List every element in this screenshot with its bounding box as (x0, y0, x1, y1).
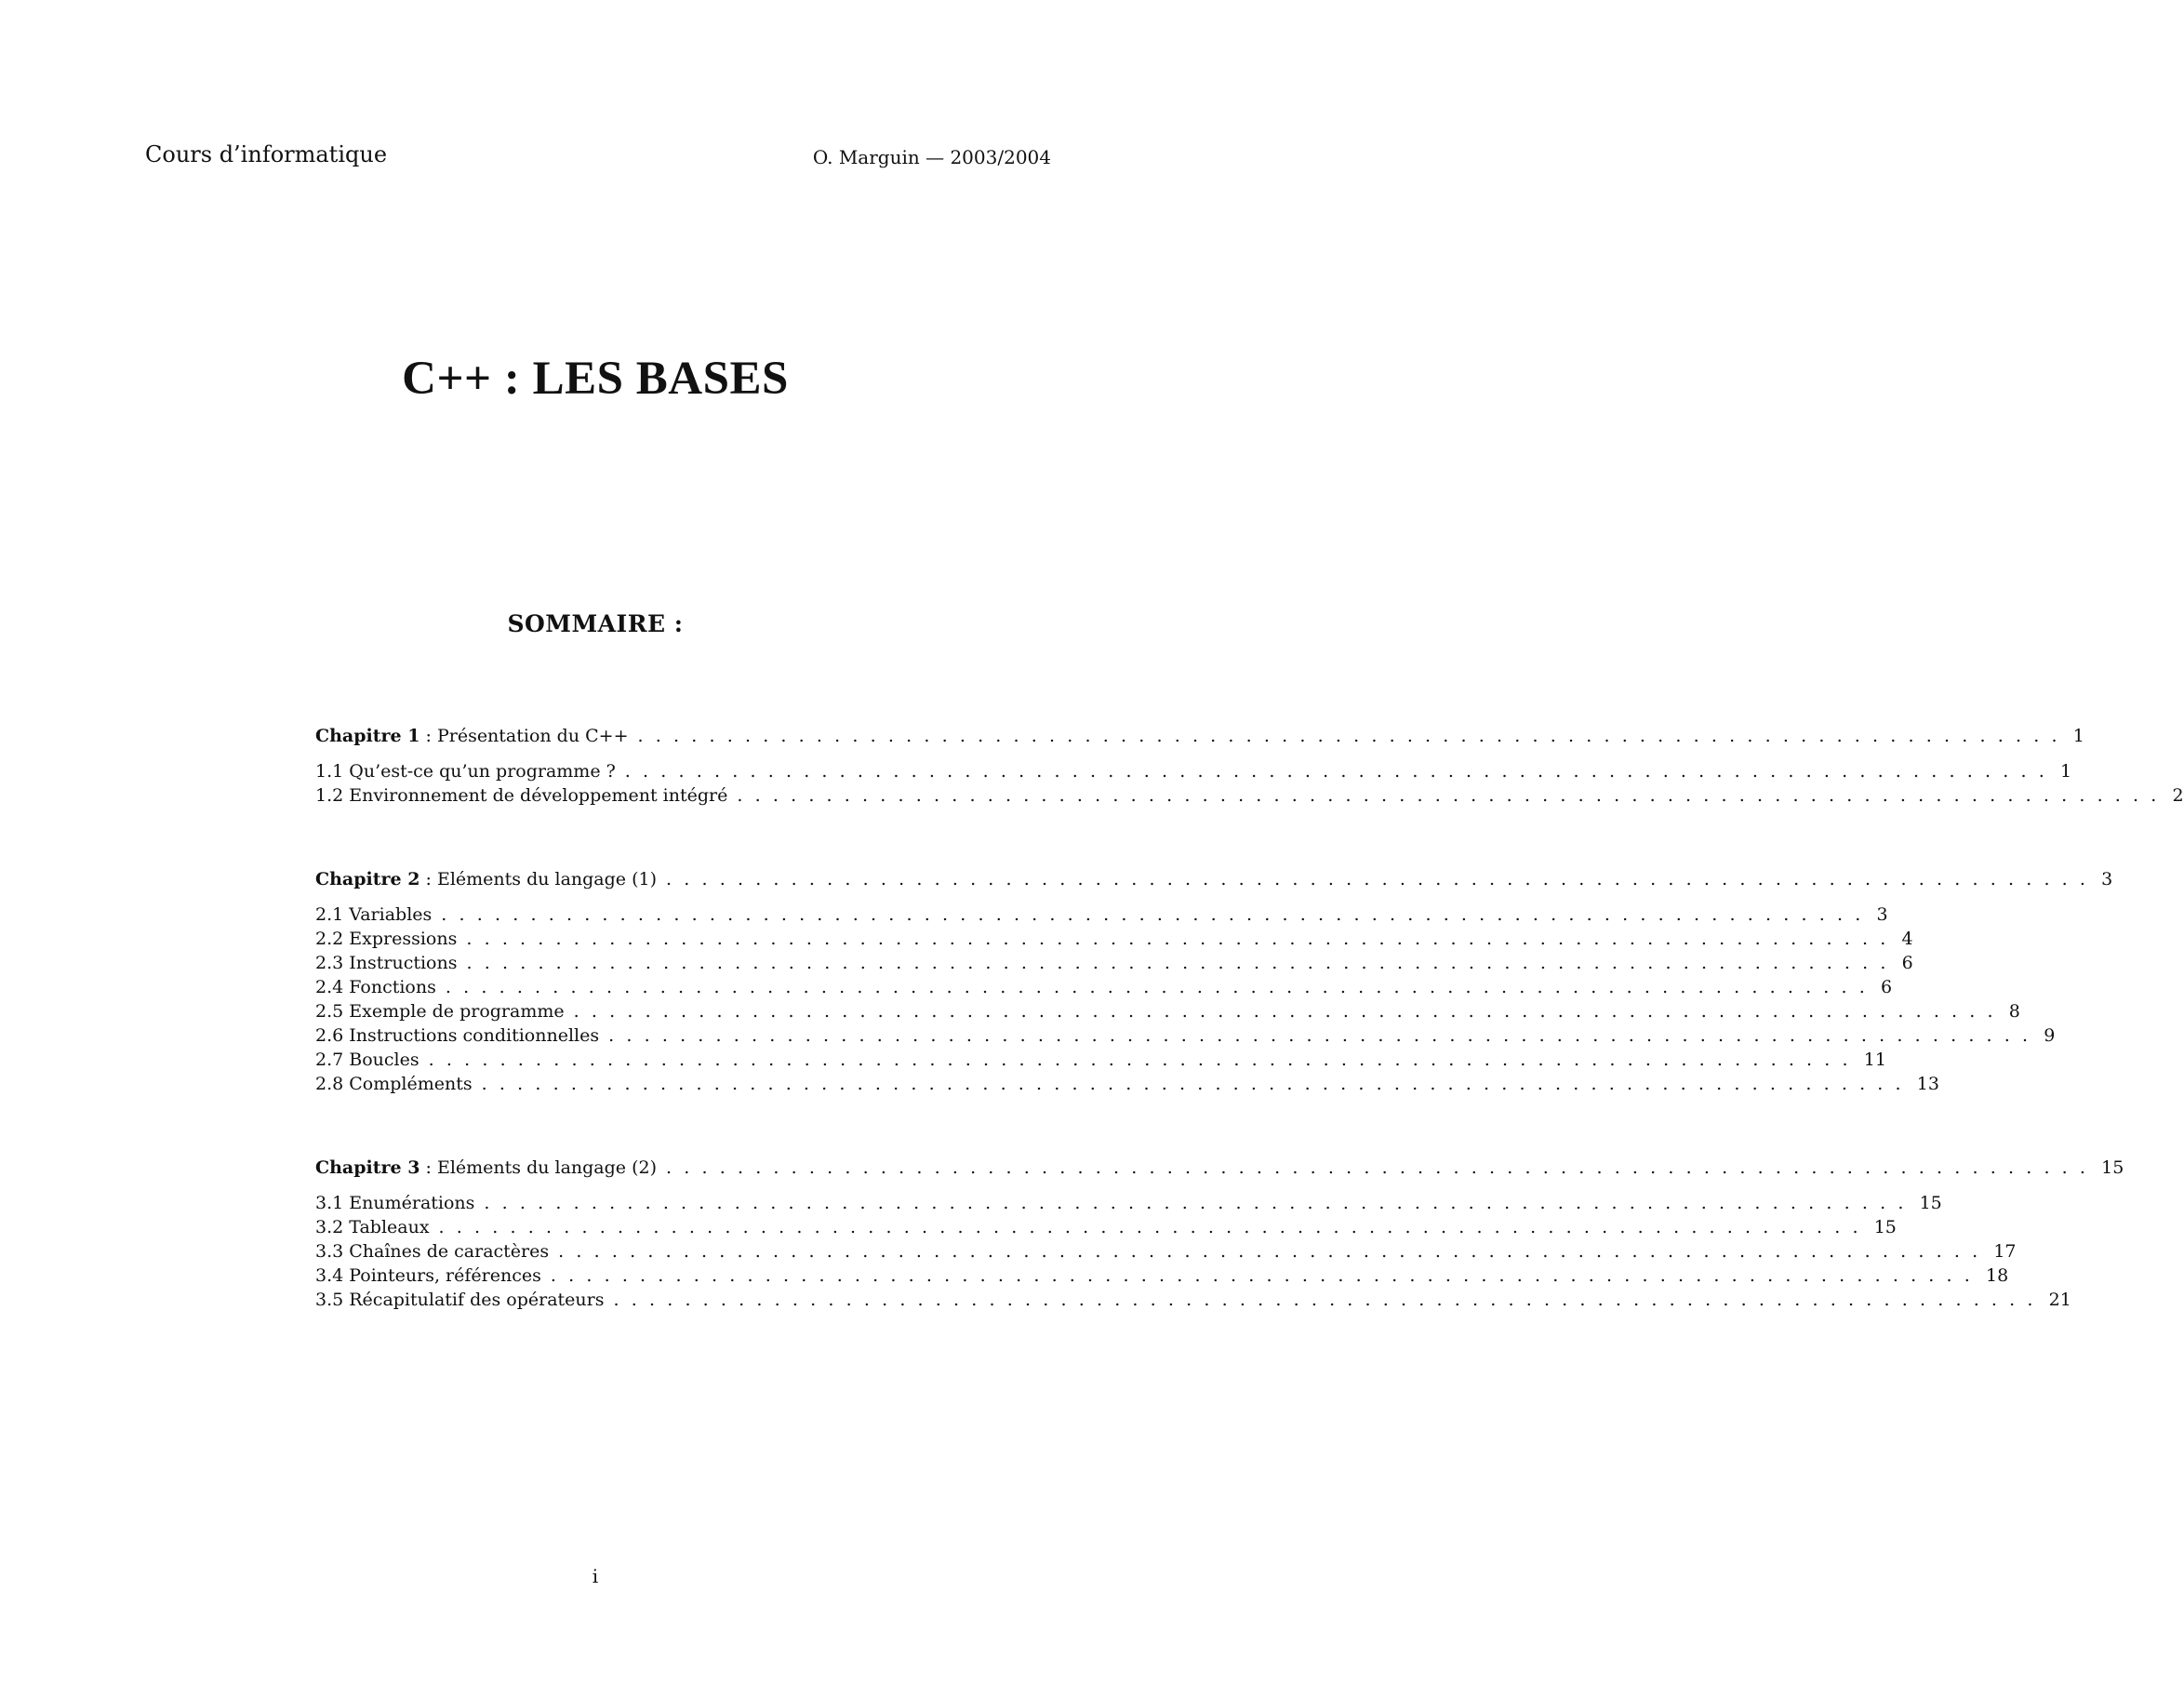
section-title: 2.1 Variables (315, 904, 433, 925)
table-of-contents (315, 724, 2184, 1312)
course-name: Cours d’informatique (145, 141, 388, 167)
toc-section-entry[interactable] (315, 951, 1913, 975)
section-title: 3.4 Pointeurs, références (315, 1265, 541, 1286)
page-number: 15 (2101, 1157, 2124, 1178)
page-number: 6 (1901, 953, 1913, 973)
page-number: 13 (1916, 1074, 1939, 1094)
dot-leader: ................................................................................ (624, 761, 2057, 782)
dot-leader: ................................................................................ (666, 869, 2098, 889)
page-number: 15 (1919, 1193, 1942, 1213)
chapter-title: Présentation du C++ (436, 726, 629, 746)
page-number: 17 (1993, 1241, 2017, 1262)
section-title: 2.2 Expressions (315, 929, 458, 949)
chapter-separator: : (419, 869, 437, 889)
section-title: 2.8 Compléments (315, 1074, 473, 1094)
toc-chapter-3 (315, 1156, 2124, 1312)
toc-chapter-entry[interactable] (315, 867, 2113, 891)
dot-leader: ................................................................................ (550, 1265, 1983, 1286)
toc-chapter-1 (315, 724, 2184, 808)
toc-section-entry[interactable] (315, 999, 2020, 1023)
dot-leader: ................................................................................ (637, 726, 2070, 746)
dot-leader: ................................................................................ (608, 1025, 2041, 1046)
dot-leader: ................................................................................ (445, 977, 1878, 997)
section-title: 2.7 Boucles (315, 1050, 419, 1070)
toc-section-entry[interactable] (315, 1072, 1939, 1096)
author-year: O. Marguin — 2003/2004 (812, 146, 1051, 168)
section-title: 2.6 Instructions conditionnelles (315, 1025, 600, 1046)
page-number: 18 (1986, 1265, 2009, 1286)
section-title: 3.1 Enumérations (315, 1193, 475, 1213)
toc-section-entry[interactable] (315, 1048, 1886, 1072)
dot-leader: ................................................................................ (466, 953, 1898, 973)
toc-chapter-entry[interactable] (315, 1156, 2124, 1180)
dot-leader: ................................................................................ (428, 1050, 1860, 1070)
dot-leader: ................................................................................ (737, 785, 2169, 806)
toc-section-entry[interactable] (315, 927, 1913, 951)
dot-leader: ................................................................................ (466, 929, 1898, 949)
dot-leader: ................................................................................ (484, 1193, 1916, 1213)
page-number: 1 (2072, 726, 2084, 746)
chapter-label: Chapitre 1 (315, 726, 420, 746)
section-title: 3.3 Chaînes de caractères (315, 1241, 550, 1262)
section-title: 3.2 Tableaux (315, 1217, 430, 1237)
chapter-separator: : (419, 726, 437, 746)
section-title: 1.1 Qu’est-ce qu’un programme ? (315, 761, 616, 782)
toc-section-entry[interactable] (315, 1288, 2071, 1312)
page-number: 2 (2172, 785, 2184, 806)
toc-chapter-entry[interactable] (315, 724, 2084, 748)
toc-section-entry[interactable] (315, 1023, 2056, 1048)
toc-chapter-2 (315, 867, 2113, 1096)
page-number: 6 (1881, 977, 1893, 997)
chapter-title: Eléments du langage (2) (436, 1157, 657, 1178)
toc-section-entry[interactable] (315, 1215, 1897, 1239)
dot-leader: ................................................................................ (481, 1074, 1913, 1094)
chapter-label: Chapitre 3 (315, 1157, 420, 1178)
page-number: 4 (1901, 929, 1913, 949)
page-number: 21 (2048, 1290, 2071, 1310)
dot-leader: ................................................................................ (573, 1001, 2005, 1022)
chapter-label: Chapitre 2 (315, 869, 420, 889)
page-number: 15 (1873, 1217, 1897, 1237)
page-number: 3 (2101, 869, 2113, 889)
document-title: C++ : LES BASES (402, 353, 789, 405)
section-title: 3.5 Récapitulatif des opérateurs (315, 1290, 605, 1310)
toc-section-entry[interactable] (315, 1239, 2017, 1264)
dot-leader: ................................................................................ (613, 1290, 2045, 1310)
section-title: 2.5 Exemple de programme (315, 1001, 565, 1022)
dot-leader: ................................................................................ (441, 904, 1873, 925)
page-number: 11 (1863, 1050, 1886, 1070)
toc-section-entry[interactable] (315, 903, 1888, 927)
dot-leader: ................................................................................ (558, 1241, 1991, 1262)
toc-section-entry[interactable] (315, 1264, 2009, 1288)
section-title: 2.3 Instructions (315, 953, 458, 973)
page-number: 9 (2044, 1025, 2056, 1046)
dot-leader: ................................................................................ (438, 1217, 1871, 1237)
toc-section-entry[interactable] (315, 975, 1893, 999)
page-number: 3 (1876, 904, 1888, 925)
toc-section-entry[interactable] (315, 759, 2072, 783)
dot-leader: ................................................................................ (666, 1157, 2098, 1178)
page-number: 8 (2008, 1001, 2020, 1022)
toc-heading: SOMMAIRE : (507, 610, 684, 637)
chapter-title: Eléments du langage (1) (436, 869, 657, 889)
section-title: 1.2 Environnement de développement intégré (315, 785, 728, 806)
chapter-separator: : (419, 1157, 437, 1178)
page-number-footer: i (592, 1565, 599, 1587)
toc-section-entry[interactable] (315, 783, 2184, 808)
toc-section-entry[interactable] (315, 1191, 1942, 1215)
page-number: 1 (2059, 761, 2072, 782)
section-title: 2.4 Fonctions (315, 977, 436, 997)
